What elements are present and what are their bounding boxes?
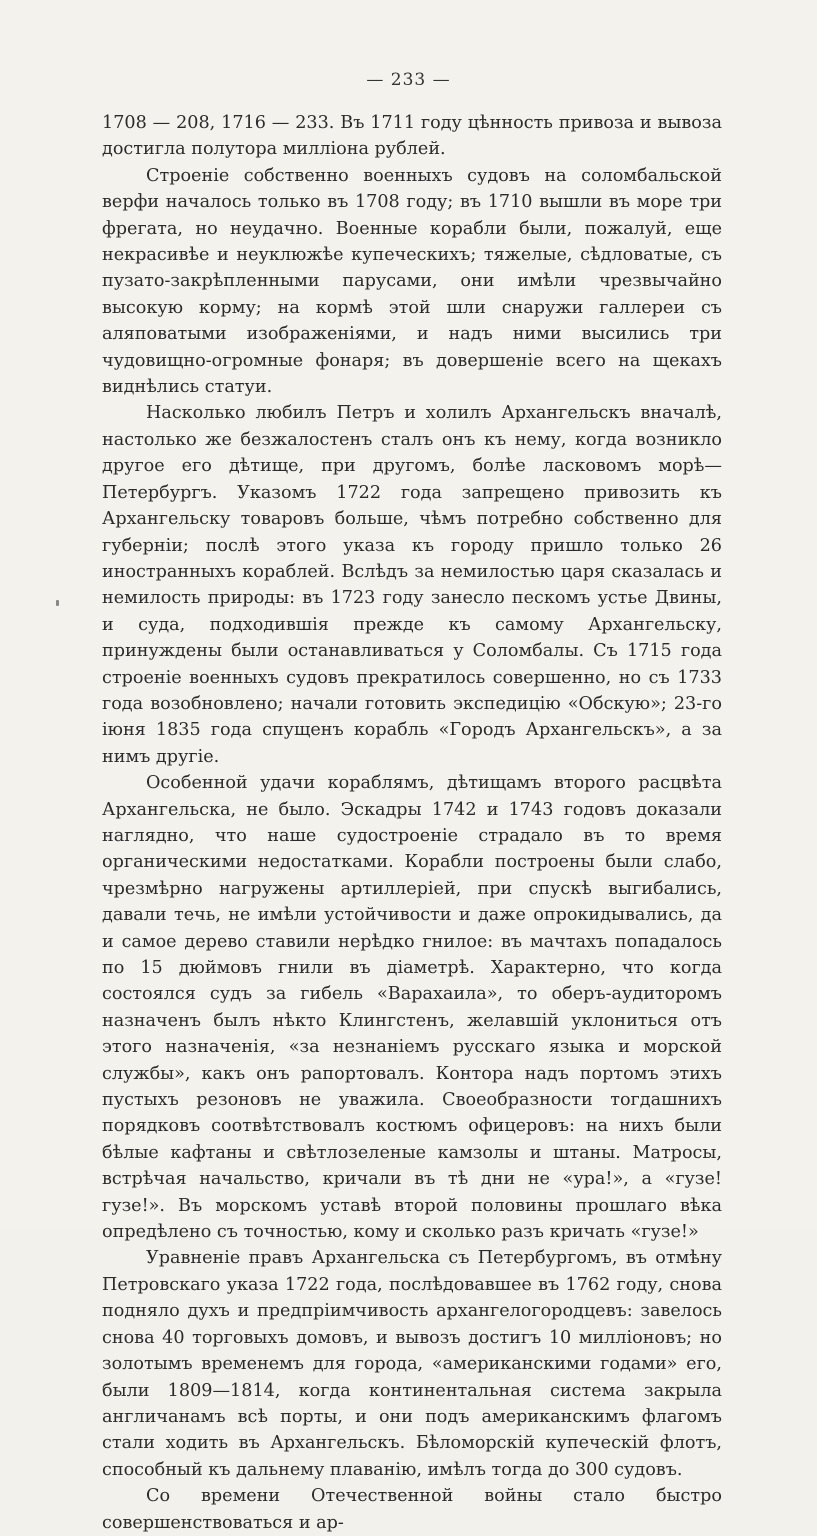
paragraph: Строеніе собственно военныхъ судовъ на соломбальской верфи началось только въ 1708 году; въ 1710 вышли въ море три фрегата, но неудачно. Военные корабли были, пожалуй, еще некрасивѣе и неуклюжѣе купеческихъ; тяжелые, сѣдловатые, съ пузато-закрѣпленными парусами, они имѣли чрезвычайно высокую корму; на кормѣ этой шли снаружи галлереи съ аляповатыми изображеніями, и надъ ними высились три чудовищно-огромные фонаря; въ довершеніе всего на щекахъ виднѣлись статуи. [102,165,722,398]
margin-mark [56,600,59,606]
paragraph: Особенной удачи кораблямъ, дѣтищамъ второго расцвѣта Архангельска, не было. Эскадры 1742 и 1743 годовъ доказали наглядно, что наше судостроеніе страдало въ то время органическими недостатками. Корабли построены были слабо, чрезмѣрно нагружены артиллеріей, при спускѣ выгибались, давали течь, не имѣли устойчивости и даже опрокидывались, да и самое дерево ставили нерѣдко гнилое: въ мачтахъ попадалось по 15 дюймовъ гнили въ діаметрѣ. Характерно, что когда состоялся судъ за гибель «Варахаила», то оберъ-аудиторомъ назначенъ былъ нѣкто Клингстенъ, желавшій уклониться отъ этого назначенія, «за незнаніемъ русскаго языка и морской службы», какъ онъ рапортовалъ. Контора надъ портомъ этихъ пустыхъ резоновъ не уважила. Своеобразности тогдашнихъ порядковъ соотвѣтствовалъ костюмъ офицеровъ: на нихъ были бѣлые кафтаны и свѣтлозеленые камзолы и штаны. Матросы, встрѣчая начальство, кричали въ тѣ дни не «ура!», а «гузе! гузе!». Въ морскомъ уставѣ второй половины прошлаго вѣка опредѣлено съ точностью, кому и сколько разъ кричать «гузе!» [102,773,722,1243]
paragraph: Со времени Отечественной войны стало быстро совершенствоваться и ар- [102,1486,722,1533]
body-text [102,110,722,1536]
paragraph: Насколько любилъ Петръ и холилъ Архангельскъ вначалѣ, настолько же безжалостенъ сталъ онъ къ нему, когда возникло другое его дѣтище, при другомъ, болѣе ласковомъ морѣ—Петербургъ. Указомъ 1722 года запрещено привозить къ Архангельску товаровъ больше, чѣмъ потребно собственно для губерніи; послѣ этого указа къ городу пришло только 26 иностранныхъ кораблей. Вслѣдъ за немилостью царя сказалась и немилость природы: въ 1723 году занесло пескомъ устье Двины, и суда, подходившія прежде къ самому Архангельску, принуждены были останавливаться у Соломбалы. Съ 1715 года строеніе военныхъ судовъ прекратилось совершенно, но съ 1733 года возобновлено; начали готовить экспедицію «Обскую»; 23-го іюня 1835 года спущенъ корабль «Городъ Архангельскъ», а за нимъ другіе. [102,403,722,767]
page-number: — 233 — [366,70,451,90]
paragraph: Уравненіе правъ Архангельска съ Петербургомъ, въ отмѣну Петровскаго указа 1722 года, послѣдовавшее въ 1762 году, снова подняло духъ и предпріимчивость архангелогородцевъ: завелось снова 40 торговыхъ домовъ, и вывозъ достигъ 10 милліоновъ; но золотымъ временемъ для города, «американскими годами» его, были 1809—1814, когда континентальная система закрыла англичанамъ всѣ порты, и они подъ американскимъ флагомъ стали ходить въ Архангельскъ. Бѣломорскій купеческій флотъ, способный къ дальнему плаванію, имѣлъ тогда до 300 судовъ. [102,1248,722,1480]
paragraph: 1708 — 208, 1716 — 233. Въ 1711 году цѣнность привоза и вывоза достигла полутора милліона рублей. [102,113,722,160]
